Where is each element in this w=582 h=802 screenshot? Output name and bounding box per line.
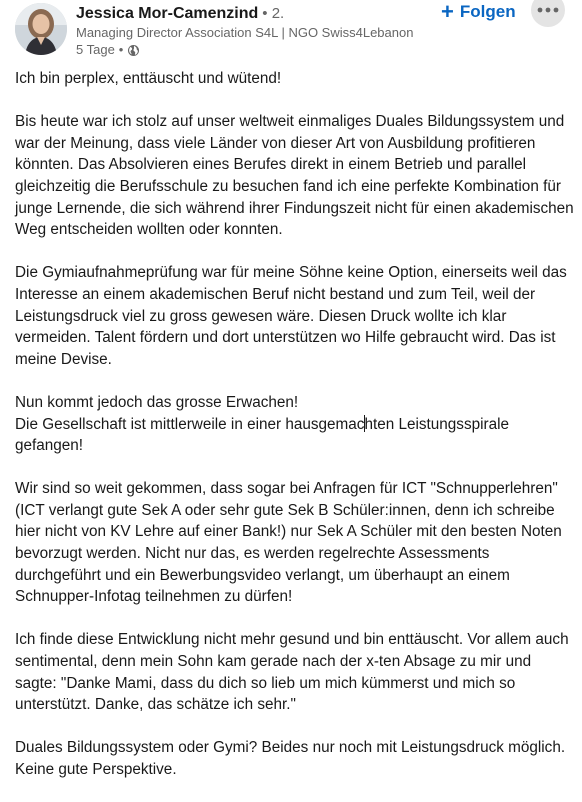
ellipsis-icon: [537, 7, 559, 13]
post-paragraph: Bis heute war ich stolz auf unser weltweit einmaliges Duales Bildungssystem und war der Meinung, dass viele Länder von dieser Art von Ausbildung profitieren könnten. Das Absolvieren eines Berufes direkt in einem Betrieb und parallel gleichzeitig die Berufsschule zu besuchen fand ich eine perfekte Kombination für junge Lernende, die sich während ihrer Findungszeit nicht für einen akademischen Weg entscheiden wollten oder konnten.: [15, 113, 574, 239]
follow-label: Folgen: [459, 2, 516, 21]
author-headline: Managing Director Association S4L | NGO Swiss4Lebanon: [76, 25, 414, 40]
post-paragraph: Ich finde diese Entwicklung nicht mehr gesund und bin enttäuscht. Vor allem auch sentimental, denn mein Sohn kam gerade nach der x-ten Absage zu mir und sagte: "Danke Mami, dass du dich so lieb um mich kümmerst und mich so unterstützt. Danke, das schätze ich sehr.": [15, 631, 569, 714]
more-options-button[interactable]: [531, 0, 565, 27]
post-paragraph: Nun kommt jedoch das grosse Erwachen!: [15, 393, 299, 411]
post-time: 5 Tage: [76, 42, 115, 57]
author-name[interactable]: Jessica Mor-Camenzind: [76, 5, 259, 22]
post-text-segment: Die Gesellschaft ist mittlerweile in einer hausgemac: [15, 415, 365, 433]
globe-icon: [127, 44, 140, 57]
post-paragraph-group: [15, 392, 575, 457]
post-paragraph: Die Gymiaufnahmeprüfung war für meine Söhne keine Option, einerseits weil das Interesse an einem akademischen Beruf nicht bestand und zum Teil, weil der Leistungsdruck viel zu gross gewesen wäre. Diesen Druck wollte ich klar vermeiden. Talent fördern und dort unterstützen wo Hilfe gebraucht wird. Das ist meine Devise.: [15, 264, 567, 368]
post-paragraph: Duales Bildungssystem oder Gymi? Beides nur noch mit Leistungsdruck möglich. Keine gute Perspektive.: [15, 739, 566, 778]
connection-degree: • 2.: [262, 5, 285, 22]
post-paragraph: Ich bin perplex, enttäuscht und wütend!: [15, 70, 282, 87]
plus-icon: +: [441, 0, 454, 24]
post-header: [0, 0, 582, 66]
profile-photo: [15, 3, 67, 55]
separator-dot: •: [118, 42, 124, 57]
author-name-row: [76, 4, 284, 24]
follow-button[interactable]: [441, 0, 516, 24]
post-body: [15, 68, 575, 802]
avatar[interactable]: [15, 3, 67, 55]
post-meta: [76, 42, 140, 58]
post-text-segment: hten Leistungsspirale gefangen!: [15, 415, 510, 455]
post-paragraph: Wir sind so weit gekommen, dass sogar bei Anfragen für ICT "Schnupperlehren" (ICT verlangt gute Sek A oder sehr gute Sek B Schüler:innen, denn ich schreibe hier nicht von KV Lehre auf einer Bank!) nur Sek A Schüler mit den besten Noten bevorzugt werden. Nicht nur das, es werden regelrechte Assessments durchgeführt und ein Bewerbungsvideo verlangt, um überhaupt an einem Schnupper-Infotag teilnehmen zu dürfen!: [15, 480, 562, 606]
